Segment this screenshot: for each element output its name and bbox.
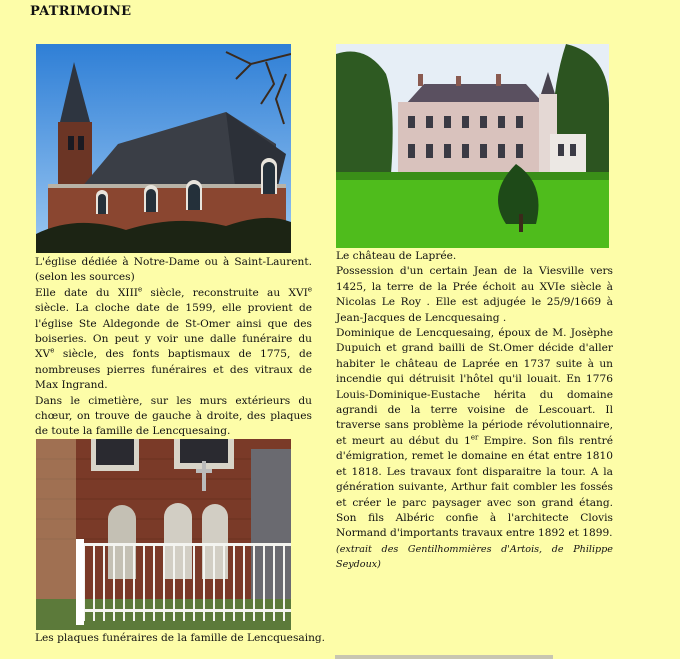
chateau-photo bbox=[336, 44, 609, 248]
chateau-history-paragraph: Dominique de Lencquesaing, époux de M. Josèphe Dupuich et grand bailli de St.Omer décide d'aller habiter le château de Laprée en 1737 suite à un incendie qui détruisit l'hôtel qu'il louait. En 1776 Louis-Dominique-Eustache hérita du domaine agrandi de la terre voisine de Lescouart. Il traverse sans problème la période révolutionnaire, et meurt au début du 1er Empire. Son fils rentré d'émigration, remet le domaine en état entre 1810 et 1818. Les travaux font disparaitre la tour. A la génération suivante, Arthur fait combler les fossés et créer le parc paysager avec son grand étang. Son fils Albéric confie à l'architecte Clovis Normand d'importants travaux entre 1892 et 1899. bbox=[336, 327, 613, 540]
chateau-caption-title: Le château de Laprée. bbox=[336, 250, 457, 262]
chateau-caption bbox=[336, 249, 613, 573]
church-history-paragraph: Elle date du XIIIe siècle, reconstruite au XVIe siècle. La cloche date de 1599, elle provient de l'église Ste Aldegonde de St-Omer ainsi que des boiseries. On peut y voir une dalle funéraire du XVe siècle, des fonts baptismaux de 1775, de nombreuses pierres funéraires et des vitraux de Max Ingrand. bbox=[35, 285, 312, 392]
page-heading: PATRIMOINE bbox=[30, 4, 132, 19]
plaques-photo bbox=[36, 439, 291, 630]
church-photo bbox=[36, 44, 291, 253]
next-photo-edge bbox=[335, 655, 553, 659]
cemetery-paragraph: Dans le cimetière, sur les murs extérieurs du chœur, on trouve de gauche à droite, des plaques de toute la famille de Lencquesaing. bbox=[35, 394, 312, 438]
church-caption bbox=[35, 255, 312, 440]
chateau-origin-paragraph: Possession d'un certain Jean de la Viesville vers 1425, la terre de la Prée échoit au XVIe siècle à Nicolas Le Roy . Elle est adjugée le 25/9/1669 à Jean-Jacques de Lencquesaing . bbox=[336, 265, 613, 324]
church-caption-title: L'église dédiée à Notre-Dame ou à Saint-Laurent. (selon les sources) bbox=[35, 256, 312, 284]
source-credit: (extrait des Gentilhommières d'Artois, de Philippe Seydoux) bbox=[336, 543, 613, 571]
plaques-caption: Les plaques funéraires de la famille de Lencquesaing. bbox=[35, 632, 326, 644]
